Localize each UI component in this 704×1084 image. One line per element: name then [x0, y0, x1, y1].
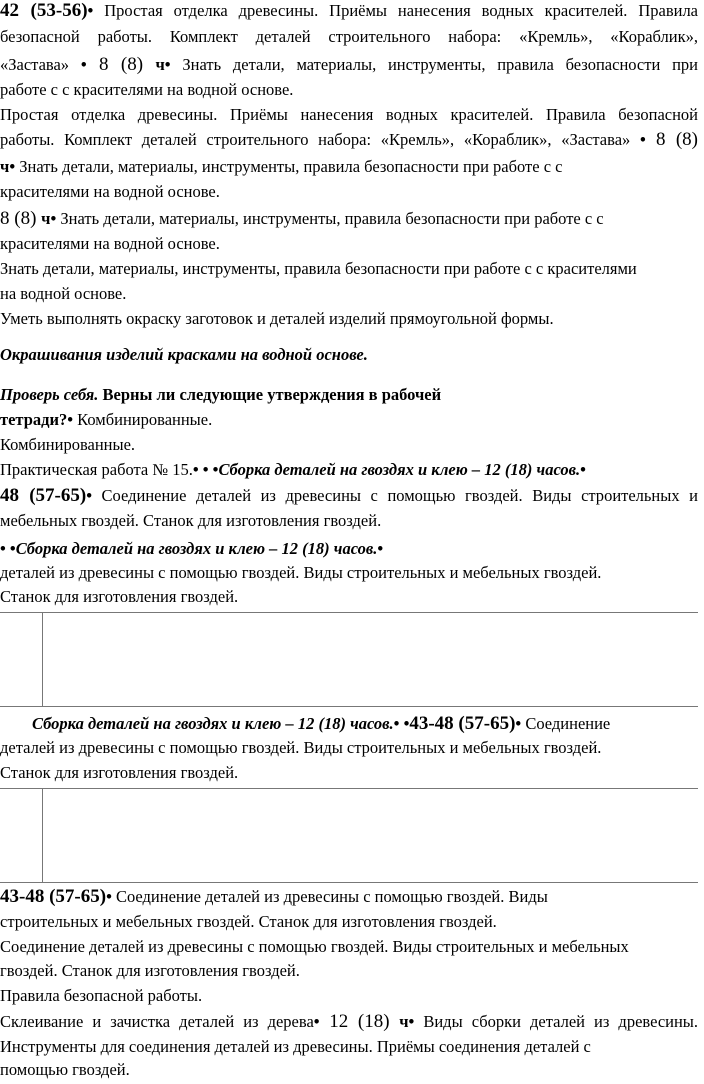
doc-line-11: [0, 258, 637, 280]
doc-line-32: [0, 1011, 698, 1033]
hours-unit: ч: [155, 55, 165, 74]
line-text: Инструменты для соединения деталей из древесины. Приёмы соединения деталей с: [0, 1037, 591, 1056]
doc-line-33: [0, 1036, 591, 1058]
italic-heading: Сборка деталей на гвоздях и клею – 12 (18) часов.: [218, 460, 581, 479]
doc-line-10: [0, 233, 220, 255]
line-text: Простая отделка древесины. Приёмы нанесения водных красителей. Правила безопасной: [0, 105, 698, 124]
line-text: работы. Комплект деталей строительного набора: «Кремль», «Кораблик», «Застава»: [0, 130, 640, 149]
bullet-icon: •: [9, 157, 16, 176]
line-text: мебельных гвоздей. Станок для изготовления гвоздей.: [0, 511, 382, 530]
doc-line-20: [0, 510, 381, 532]
section-heading: [0, 344, 368, 366]
doc-line-16: [0, 409, 212, 431]
doc-line-31: [0, 985, 202, 1007]
doc-line-13: [0, 308, 554, 330]
hours-unit: ч: [0, 157, 10, 176]
doc-line-2: [0, 26, 698, 48]
doc-line-24: [32, 713, 610, 735]
table-top-border: [0, 788, 698, 789]
line-text: Верны ли следующие утверждения в рабочей: [98, 385, 442, 404]
lesson-number: 42 (53-56): [0, 0, 88, 21]
line-text: на водной основе.: [0, 284, 127, 303]
doc-line-9: [0, 208, 604, 230]
line-text: Практическая работа № 15.: [0, 460, 193, 479]
doc-line-5: [0, 104, 698, 126]
line-text: Соединение деталей из древесины с помощью гвоздей. Виды строительных и: [91, 486, 699, 505]
line-text: Станок для изготовления гвоздей.: [0, 763, 239, 782]
bullet-icon: •: [106, 887, 112, 906]
doc-line-12: [0, 283, 126, 305]
table-bottom-border: [0, 706, 698, 707]
lesson-number: 43-48 (57-65): [409, 713, 516, 734]
bullet-icon: •: [408, 1012, 415, 1031]
line-text: Соединение деталей из древесины с помощью гвоздей. Виды: [111, 887, 548, 906]
line-text: красителями на водной основе.: [0, 234, 220, 253]
doc-line-25: [0, 737, 601, 759]
bullet-icon: •: [377, 539, 384, 558]
doc-line-18: [0, 459, 586, 481]
doc-line-7: [0, 156, 562, 178]
line-text: Знать детали, материалы, инструменты, правила безопасности при работе с с красителями: [0, 259, 637, 278]
hours-unit: ч: [41, 209, 51, 228]
line-text: Склеивание и зачистка деталей из дерева: [0, 1012, 314, 1031]
bullet-icon: •: [580, 460, 586, 479]
bullet-icon: •: [313, 1012, 320, 1031]
line-text: тетради?: [0, 410, 68, 429]
doc-line-27: [0, 886, 548, 908]
doc-line-15: [0, 384, 441, 406]
bullet-icon: •: [80, 55, 87, 74]
line-text: деталей из древесины с помощью гвоздей. Виды строительных и мебельных гвоздей.: [0, 738, 602, 757]
bullet-icon: •: [86, 486, 92, 505]
table-bottom-border: [0, 882, 698, 883]
line-text: Соединение деталей из древесины с помощью гвоздей. Виды строительных и мебельных: [0, 937, 629, 956]
bullet-icon: •: [87, 1, 94, 20]
doc-line-34: [0, 1059, 130, 1081]
doc-line-21: [0, 538, 383, 560]
line-text: деталей из древесины с помощью гвоздей. Виды строительных и мебельных гвоздей.: [0, 563, 602, 582]
lesson-number: 43-48 (57-65): [0, 886, 107, 907]
doc-line-28: [0, 911, 497, 933]
line-text: Простая отделка древесины. Приёмы нанесения водных красителей. Правила: [93, 1, 698, 20]
line-text: Соединение: [521, 714, 611, 733]
line-text: Знать детали, материалы, инструменты, правила безопасности при: [170, 55, 698, 74]
doc-line-8: [0, 181, 220, 203]
line-text: Знать детали, материалы, инструменты, правила безопасности при работе с с: [56, 209, 604, 228]
lesson-number: 48 (57-65): [0, 485, 87, 506]
table-column-divider: [42, 612, 43, 706]
hours-unit: ч: [399, 1012, 409, 1031]
bullet-icon: •: [67, 410, 74, 429]
bullet-icon: •: [50, 209, 57, 228]
doc-line-1: [0, 0, 698, 22]
line-text: Комбинированные.: [0, 435, 136, 454]
line-text: работе с с красителями на водной основе.: [0, 80, 294, 99]
italic-heading: Сборка деталей на гвоздях и клею – 12 (18) часов.: [15, 539, 378, 558]
doc-line-19: [0, 485, 698, 507]
line-text: Знать детали, материалы, инструменты, правила безопасности при работе с с: [15, 157, 563, 176]
hours-number: 8 (8): [0, 208, 42, 229]
doc-line-26: [0, 762, 238, 784]
line-text: Виды сборки деталей из древесины.: [414, 1012, 699, 1031]
hours-number: 8 (8): [86, 54, 156, 75]
bullet-icon: • •: [393, 714, 410, 733]
line-text: красителями на водной основе.: [0, 182, 220, 201]
doc-line-3: [0, 54, 698, 76]
bullet-icon: •: [164, 55, 171, 74]
line-text: гвоздей. Станок для изготовления гвоздей.: [0, 961, 300, 980]
hours-number: 8 (8): [645, 129, 698, 150]
line-text: безопасной работы. Комплект деталей строительного набора: «Кремль», «Кораблик»,: [0, 27, 698, 46]
doc-line-6: [0, 129, 698, 151]
table-top-border: [0, 612, 698, 613]
line-text: Правила безопасной работы.: [0, 986, 203, 1005]
bullet-icon: •: [639, 130, 646, 149]
line-text: Станок для изготовления гвоздей.: [0, 587, 239, 606]
doc-line-17: [0, 434, 135, 456]
line-text: строительных и мебельных гвоздей. Станок для изготовления гвоздей.: [0, 912, 497, 931]
check-yourself-label: Проверь себя.: [0, 385, 99, 404]
doc-line-30: [0, 960, 300, 982]
heading-text: Окрашивания изделий красками на водной основе.: [0, 345, 368, 364]
doc-line-22: [0, 562, 601, 584]
bullet-icon: •: [515, 714, 522, 733]
bullet-icon: • •: [0, 539, 16, 558]
line-text: Комбинированные.: [73, 410, 213, 429]
line-text: помощью гвоздей.: [0, 1060, 130, 1079]
table-column-divider: [42, 788, 43, 882]
doc-line-29: [0, 936, 629, 958]
doc-line-23: [0, 586, 238, 608]
doc-line-4: [0, 79, 293, 101]
line-text: «Застава»: [0, 55, 81, 74]
italic-heading: Сборка деталей на гвоздях и клею – 12 (18) часов.: [32, 714, 394, 733]
line-text: Уметь выполнять окраску заготовок и деталей изделий прямоугольной формы.: [0, 309, 554, 328]
hours-number: 12 (18): [319, 1011, 400, 1032]
bullet-icon: • • •: [192, 460, 219, 479]
